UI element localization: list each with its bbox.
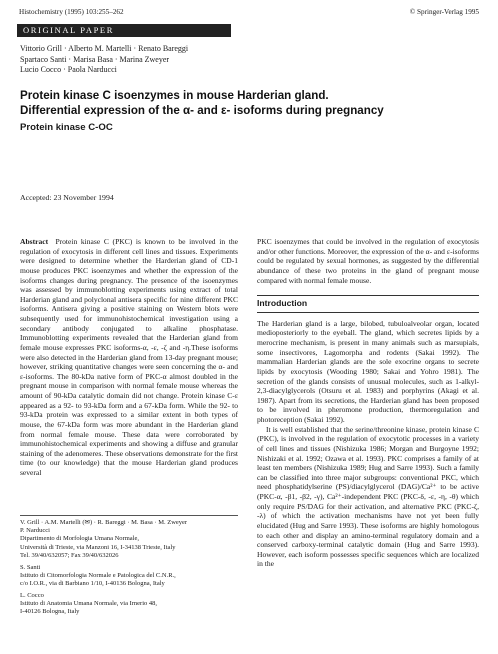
affiliation-block [20,519,250,560]
article-subtitle: Protein kinase C-OC [20,122,113,133]
abstract-text: Protein kinase C (PKC) is known to be involved in the regulation of exocytosis in different cell lines and tissues. Experiments were designed to determine whether the Harderian gland of CD-1 mouse produces PKC isoenzymes and whether the expression of the isoforms changes during pregnancy. The presence of the isoenzymes was assessed by immunoblotting experiments using extract of total Harderian gland and polyclonal antisera specific for nine different PKC isoforms. Antisera giving a positive staining on Western blots were subsequently used for immunohistochemical investigation using a secondary antibody conjugated to alkaline phosphatase. Immunoblotting experiments revealed that the Harderian gland from female mouse expresses PKC isoforms-α, -ε, -ζ and -η.These isoforms were also detected in the Harderian gland from 13-day pregnant mouse; however, striking quantitative changes were seen concerning the α- and ε-isoforms. The 80-kDa native form of PKC-α almost doubled in the pregnant mouse in comparison with normal female mouse whereas the amount of 90-kDa catalytic domain did not change. Protein kinase C-ε appeared as a 92- to 93-kDa form and a 67-kDa form. While the 92- to 93-kDa protein was expressed to a similar extent in both types of mouse, the 67-kDa form was more abundant in the Harderian gland from normal female mouse. These data were corroborated by immunohistochemical experiments and showing a diffuse and granular staining of the adenomeres. These observations demonstrate for the first time (to our knowledge) that the mouse Harderian gland produces several [20,237,238,477]
author-line: Lucio Cocco · Paola Narducci [20,65,117,75]
publisher-copyright: © Springer-Verlag 1995 [409,8,479,16]
footnote-divider [20,515,238,516]
author-list [20,44,320,76]
author-line: Vittorio Grill · Alberto M. Martelli · Renato Bareggi [20,44,189,53]
article-type-banner: ORIGINAL PAPER [17,24,231,37]
title-line: Protein kinase C isoenzymes in mouse Harderian gland. [20,89,329,102]
affiliation-line: I-40126 Bologna, Italy [20,608,80,616]
title-line: Differential expression of the α- and ε- isoforms during pregnancy [20,104,384,117]
left-column [20,237,238,478]
affiliation-line: Dipartimento di Morfologia Umana Normale, [20,535,139,543]
affiliation-line: P. Narducci [20,527,50,535]
abstract-continued: PKC isoenzymes that could be involved in the regulation of exocytosis and/or other functions. Moreover, the expression of the α- and ε-isoforms could be regulated by sexual hormones, as suggested by the differential abundance of these two proteins in the gland of pregnant mouse compared with normal female mouse. [257,237,479,285]
article-title [20,88,490,118]
abstract [20,237,238,478]
affiliation-line: Università di Trieste, via Manzoni 16, I-34138 Trieste, Italy [20,543,176,551]
running-header [19,8,479,20]
author-line: Spartaco Santi · Marisa Basa · Marina Zweyer [20,54,170,64]
right-column [257,237,479,569]
introduction-heading: Introduction [257,295,479,313]
affiliation-block [20,592,250,617]
affiliation-line: c/o I.O.R., via di Barbiano 1/10, I-40136 Bologna, Italy [20,580,165,588]
abstract-label: Abstract [20,237,49,246]
affiliation-block [20,564,250,589]
affiliations [20,519,250,620]
affiliation-line: V. Grill · A.M. Martelli (✉) · R. Bareggi · M. Basa · M. Zweyer [20,519,188,526]
accepted-date: Accepted: 23 November 1994 [20,193,114,202]
affiliation-line: Istituto di Anatomia Umana Normale, via Irnerio 48, [20,600,158,608]
affiliation-line: Istituto di Citomorfologia Normale e Patologica del C.N.R., [20,571,176,579]
intro-paragraph-2: It is well established that the serine/threonine kinase, protein kinase C (PKC), is involved in the regulation of exocytotic processes in a variety of cell lines and tissues (Nishizuka 1986; Morgan and Burgoyne 1992; Nishizaki et al. 1992; Ozawa et al. 1993). PKC comprises a family of at least ten members (Nishizuka 1989; Hug and Sarre 1993). Such a family can be classified into three major subgroups: conventional PKC, which need phosphatidylserine (PS)/diacylglycerol (DAG)/Ca²⁺ to be active (PKC-α, -β1, -β2, -γ), Ca²⁺-independent PKC (PKC-δ, -ε, -η, -θ) which only require PS/DAG for their activation, and alternative PKC (PKC-ζ, -λ) of which the activation mechanisms have not yet been fully elucidated (Hug and Sarre 1993). These isoforms are highly homologous to each other and display an amino-terminal regulatory domain and a conserved carboxy-terminal catalytic domain (Hug and Sarre 1993). However, each isoform possesses specific sequences which are localized in the [257,424,479,569]
affiliation-line: Tel. 39/40/632057; Fax 39/40/632026 [20,551,119,559]
affiliation-line: S. Santi [20,563,41,571]
intro-paragraph-1: The Harderian gland is a large, bilobed, tubuloalveolar organ, located medioposteriorly to the eyeball. The gland, which secretes lipids by a merocrine mechanism, is present in many animals such as marsupials, some insectivores, Lagomorpha and rodents (Sakai 1992). The mammalian Harderian glands are the sole exocrine organs to secrete lipids by exocytosis (Wooding 1980; Sakai and Yohro 1981). The secretion of the glands consists of unusual molecules, such as 1-alkyl-2,3-diacylglycerols (Otsuru et al. 1983) and porphyrins (Akagi et al. 1987). Apart from its secretions, the Harderian gland has been proposed to be involved in pheromone production, thermoregulation and photoreception (Sakai 1992). [257,318,479,424]
journal-citation: Histochemistry (1995) 103:255–262 [19,8,124,16]
affiliation-line: L. Cocco [20,591,44,599]
